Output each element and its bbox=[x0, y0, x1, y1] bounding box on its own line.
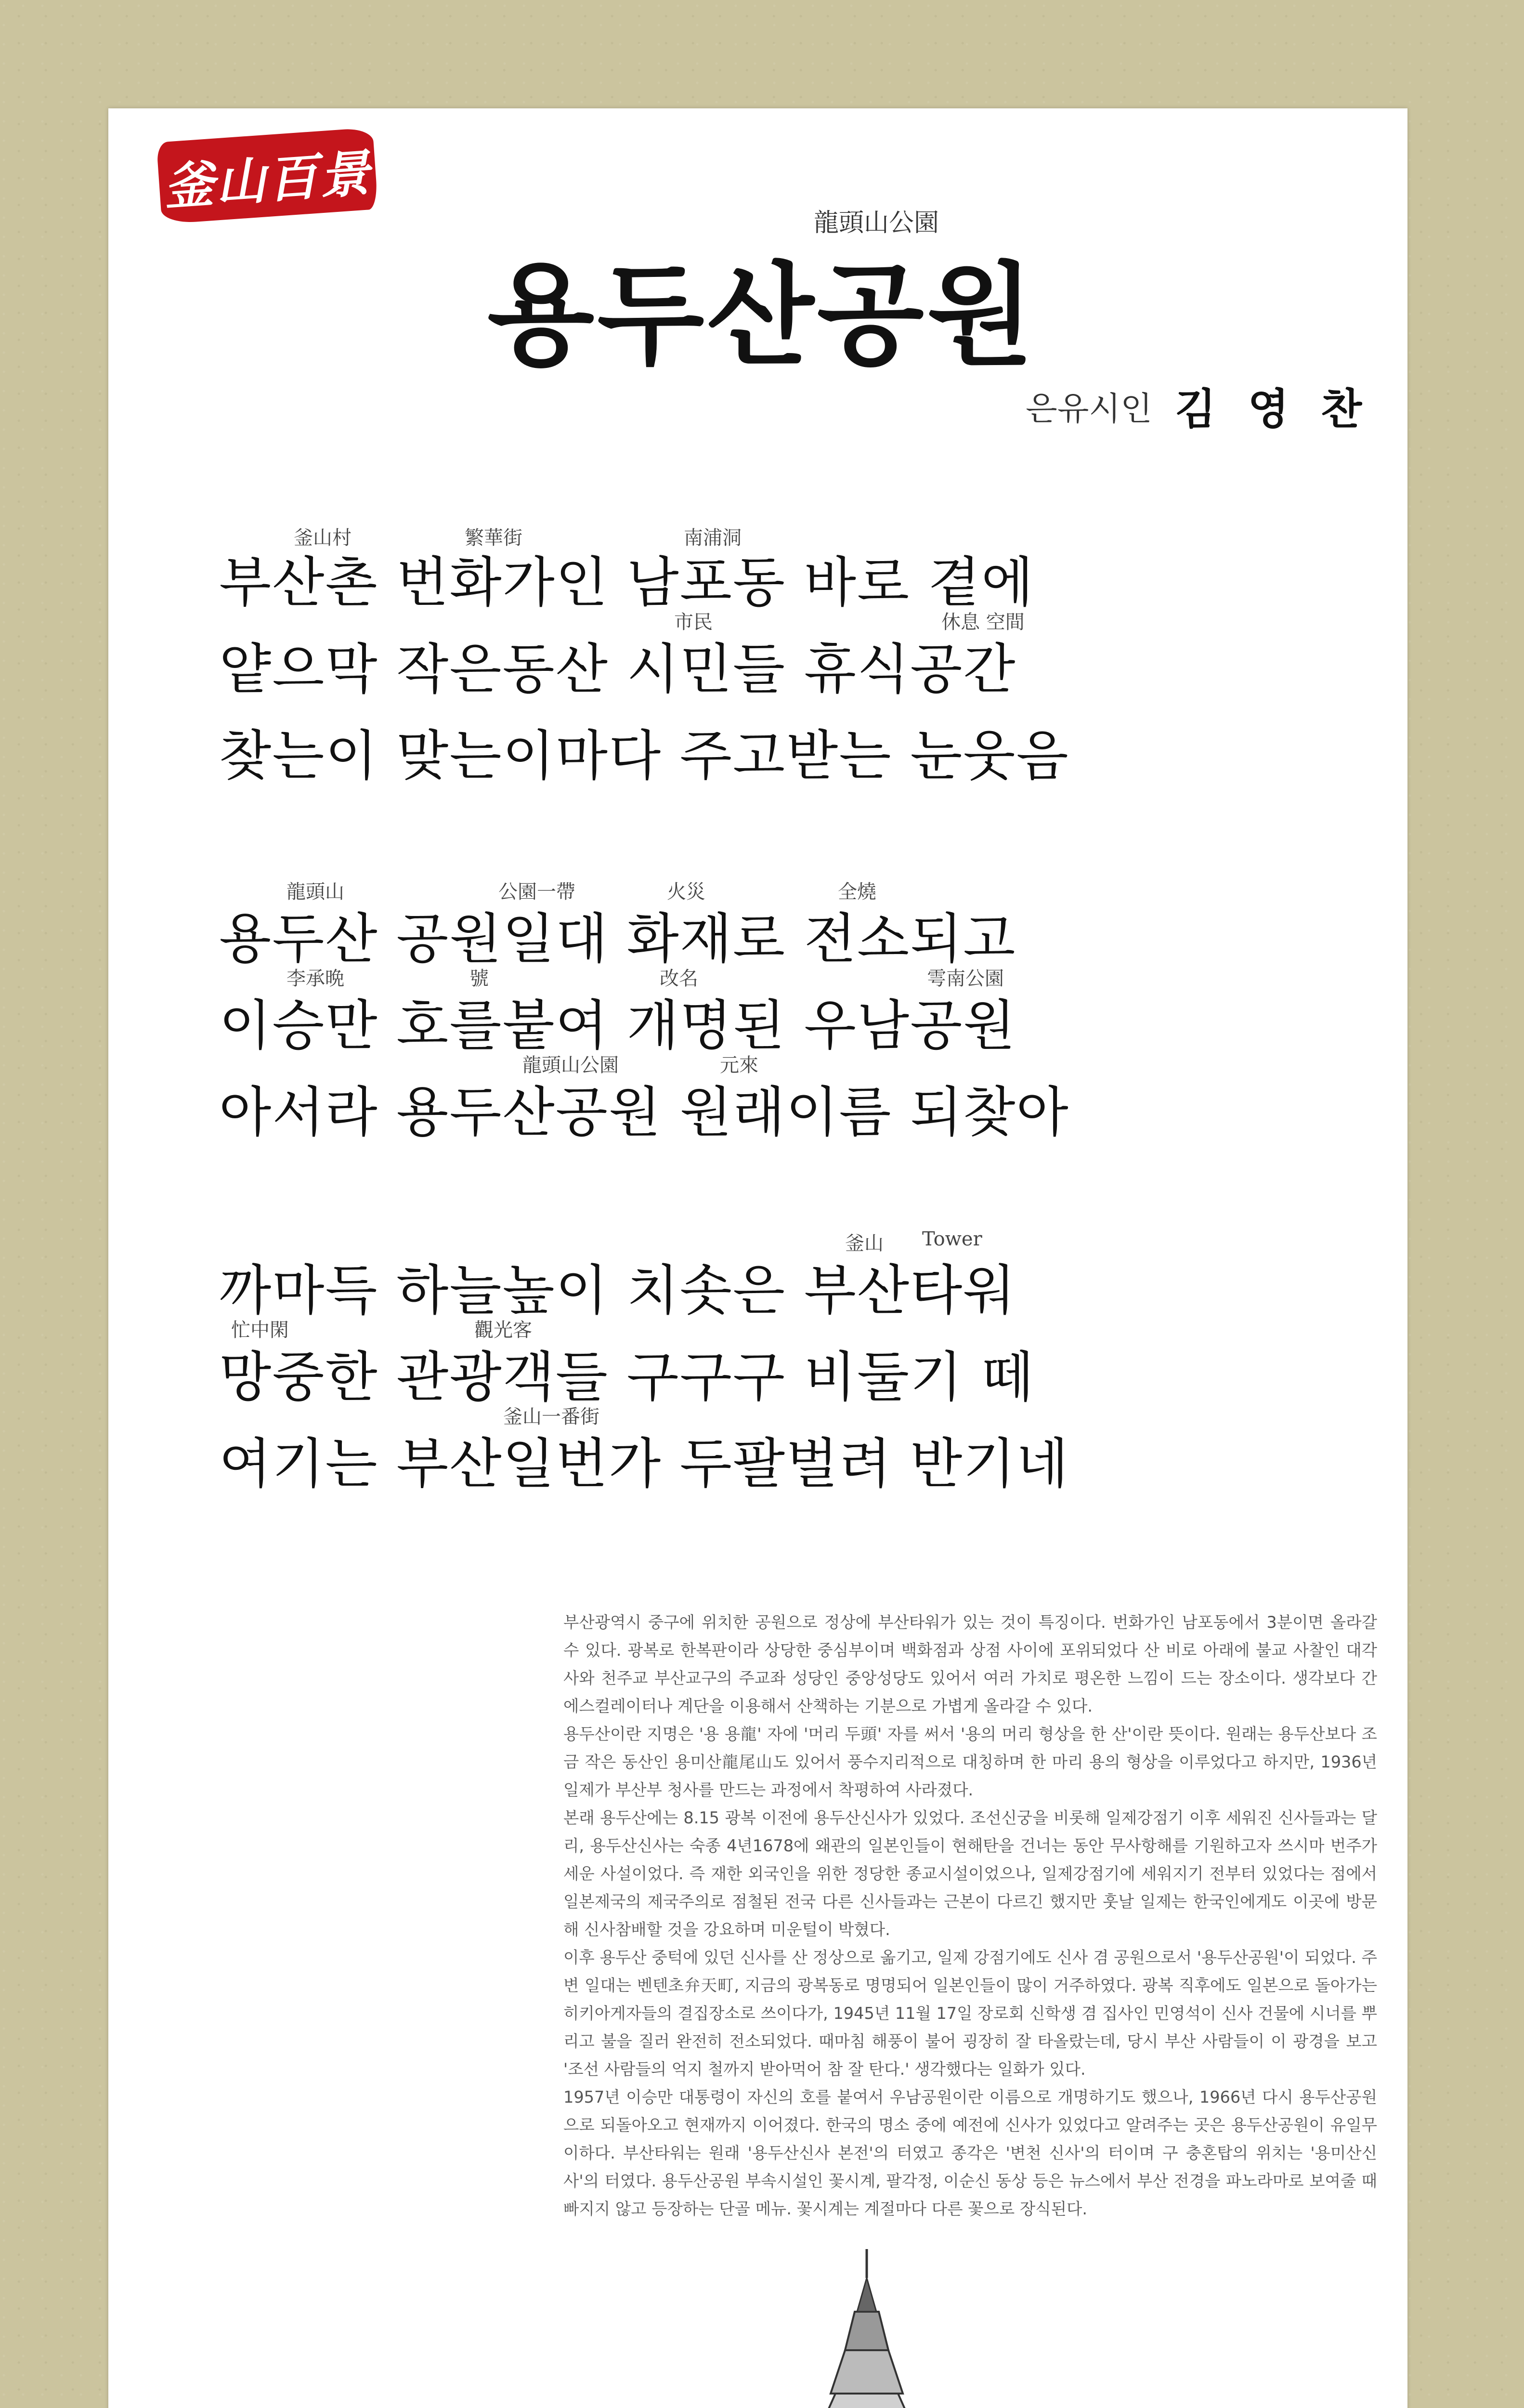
poem-line: 이승만 호를붙여 개명된 우남공원 bbox=[219, 995, 1016, 1057]
ruby: 繁華街 bbox=[465, 527, 522, 549]
ruby: 改名 bbox=[660, 968, 698, 990]
title-hanja: 龍頭山公園 bbox=[813, 209, 939, 237]
paragraph: 이후 용두산 중턱에 있던 신사를 산 정상으로 옮기고, 일제 강점기에도 신사 겸 공원으로서 '용두산공원'이 되었다. 주변 일대는 벤텐초弁天町, 지금의 광복동로 명명되어 일본인들이 많이 거주하였다. 광복 직후에도 일본으로 돌아가는 히키아게자들의 결집장소로 쓰이다가, 1945년 11월 17일 장로회 신학생 겸 집사인 민영석이 신사 건물에 시너를 뿌리고 불을 질러 완전히 전소되었다. 때마침 해풍이 불어 굉장히 잘 타올랐는데, 당시 부산 사람들이 이 광경을 보고 '조선 사람들의 억지 철까지 받아먹어 참 잘 탄다.' 생각했다는 일화가 있다. bbox=[563, 1948, 1377, 2079]
ruby: 釜山一番街 bbox=[503, 1406, 599, 1428]
ruby: 龍頭山公園 bbox=[522, 1054, 619, 1076]
poem-line: 찾는이 맞는이마다 주고받는 눈웃음 bbox=[219, 725, 1069, 787]
poem-line: 아서라 용두산공원 원래이름 되찾아 bbox=[219, 1081, 1069, 1144]
poem-line: 용두산 공원일대 화재로 전소되고 bbox=[219, 908, 1016, 970]
ruby: 休息 空間 bbox=[941, 611, 1025, 633]
ruby: Tower bbox=[922, 1228, 982, 1250]
paragraph: 용두산이란 지명은 '용 용龍' 자에 '머리 두頭' 자를 써서 '용의 머리 형상을 한 산'이란 뜻이다. 원래는 용두산보다 조금 작은 동산인 용미산龍尾山도 있어서 풍수지리적으로 대칭하며 한 마리 용의 형상을 이루었다고 하지만, 1936년 일제가 부산부 청사를 만드는 과정에서 착평하여 사라졌다. bbox=[563, 1725, 1377, 1799]
ruby: 龍頭山 bbox=[287, 881, 344, 903]
paragraph: 부산광역시 중구에 위치한 공원으로 정상에 부산타워가 있는 것이 특징이다. 번화가인 남포동에서 3분이면 올라갈 수 있다. 광복로 한복판이라 상당한 중심부이며 백화점과 상점 사이에 포위되었다 산 비로 아래에 불교 사찰인 대각사와 천주교 부산교구의 주교좌 성당인 중앙성당도 있어서 여러 가치로 평온한 느낌이 드는 장소이다. 생각보다 간 에스컬레이터나 계단을 이용해서 산책하는 기분으로 가볍게 올라갈 수 있다. bbox=[563, 1613, 1377, 1715]
ruby: 雩南公園 bbox=[927, 968, 1004, 990]
author-name: 김 영 찬 bbox=[1175, 384, 1371, 434]
ruby: 釜山村 bbox=[294, 527, 352, 549]
ruby: 全燒 bbox=[838, 881, 876, 903]
paragraph: 1957년 이승만 대통령이 자신의 호를 붙여서 우남공원이란 이름으로 개명하기도 했으나, 1966년 다시 용두산공원으로 되돌아오고 현재까지 이어졌다. 한국의 명소 중에 예전에 신사가 있었다고 알려주는 곳은 용두산공원이 유일무이하다. 부산타워는 원래 '용두산신사 본전'의 터였고 종각은 '변천 신사'의 터이며 구 충혼탑의 위치는 '용미산신사'의 터였다. 용두산공원 부속시설인 꽃시계, 팔각정, 이순신 동상 등은 뉴스에서 부산 전경을 파노라마로 보여줄 때 빠지지 않고 등장하는 단골 메뉴. 꽃시계는 계절마다 다른 꽃으로 장식된다. bbox=[563, 2088, 1378, 2218]
ruby: 號 bbox=[469, 968, 489, 990]
ruby: 火災 bbox=[667, 881, 705, 903]
poem-line: 얕으막 작은동산 시민들 휴식공간 bbox=[219, 638, 1016, 701]
paragraph: 본래 용두산에는 8.15 광복 이전에 용두산신사가 있었다. 조선신궁을 비롯해 일제강점기 이후 세워진 신사들과는 달리, 용두산신사는 숙종 4년1678에 왜관의 일본인들이 현해탄을 건너는 동안 무사항해를 기원하고자 쓰시마 번주가 세운 사설이었다. 즉 재한 외국인을 위한 정당한 종교시설이었으나, 일제강점기에 세워지기 전부터 있었다는 점에서 일본제국의 제국주의로 점철된 전국 다른 신사들과는 근본이 다르긴 했지만 훗날 일제는 한국인에게도 이곳에 방문해 신사참배할 것을 강요하며 미운털이 박혔다. bbox=[563, 1808, 1377, 1939]
park-illustration bbox=[108, 2167, 1407, 2408]
page-title: 용두산공원 bbox=[487, 252, 1037, 380]
ruby: 觀光客 bbox=[474, 1319, 532, 1341]
logo-text: 釜山百景 bbox=[161, 143, 374, 217]
poem-line: 부산촌 번화가인 남포동 바로 곁에 bbox=[219, 551, 1035, 614]
ruby: 南浦洞 bbox=[684, 527, 742, 549]
author-label: 은유시인 bbox=[1026, 390, 1152, 428]
poem-line: 여기는 부산일번가 두팔벌려 반기네 bbox=[219, 1433, 1069, 1495]
poem-line: 까마득 하늘높이 치솟은 부산타워 bbox=[219, 1259, 1016, 1322]
ruby: 市民 bbox=[674, 611, 713, 633]
ruby: 忙中閑 bbox=[231, 1319, 289, 1341]
ruby: 釜山 bbox=[845, 1232, 884, 1255]
history-text bbox=[563, 1609, 1377, 2223]
busan-100-logo bbox=[156, 128, 378, 224]
ruby: 元來 bbox=[720, 1054, 758, 1076]
poem-line: 망중한 관광객들 구구구 비둘기 떼 bbox=[219, 1346, 1035, 1409]
busan-tower-icon bbox=[816, 2249, 917, 2408]
ruby: 李承晩 bbox=[287, 968, 344, 990]
ruby: 公園一帶 bbox=[498, 881, 575, 903]
